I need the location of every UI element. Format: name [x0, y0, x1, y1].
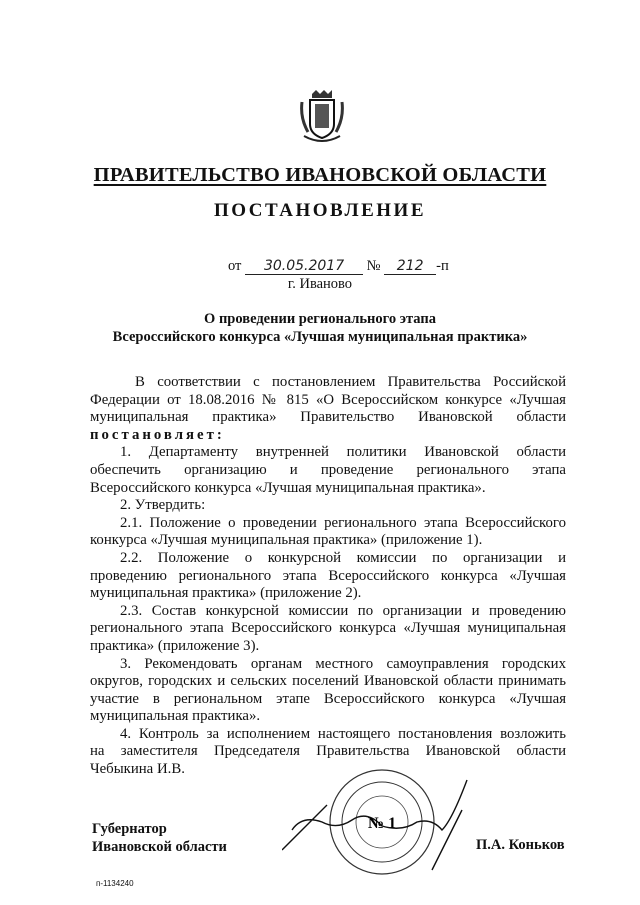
body-line: 2. Утвердить: [120, 497, 206, 514]
document-type: ПОСТАНОВЛЕНИЕ [213, 200, 427, 221]
document-number: 212 [384, 259, 436, 275]
body-line: 2.3. Состав конкурсной комиссии по организации и проведению [120, 602, 566, 619]
date-number-line [228, 258, 449, 275]
body-line: 1. Департаменту внутренней политики Ивановской области [120, 444, 566, 461]
body-line: Чебыкина И.В. [90, 761, 185, 778]
position-line-2: Ивановской области [92, 839, 227, 855]
date-prefix: от [228, 258, 242, 274]
body-line: муниципальная практика» (приложение 2). [90, 585, 362, 602]
body-line: муниципальная практика» Правительство Ивановской области [90, 409, 566, 426]
body-line: участие в региональном этапе Всероссийского конкурса «Лучшая [90, 690, 566, 707]
body-line: обеспечить организацию и проведение регионального этапа [90, 461, 566, 478]
number-prefix: № [366, 258, 381, 274]
position-line-1: Губернатор [92, 821, 167, 837]
body-line: практика» (приложение 3). [90, 637, 260, 654]
document-date: 30.05.2017 [245, 259, 363, 275]
number-suffix: -п [436, 258, 449, 274]
seal-stamp-and-signature [282, 760, 472, 880]
body-line: 2.2. Положение о конкурсной комиссии по организации и [120, 549, 566, 566]
organization-title: ПРАВИТЕЛЬСТВО ИВАНОВСКОЙ ОБЛАСТИ [93, 164, 547, 186]
city: г. Иваново [287, 276, 353, 292]
body-line: проведению регионального этапа Всероссийского конкурса «Лучшая [90, 567, 566, 584]
body-line: 3. Рекомендовать органам местного самоуправления городских [120, 655, 566, 672]
body-line: 4. Контроль за исполнением настоящего постановления возложить [120, 725, 566, 742]
document-subject [0, 310, 640, 346]
signatory-position [92, 820, 227, 856]
signatory-name: П.А. Коньков [476, 837, 565, 853]
body-line: округов, городских и сельских поселений Ивановской области принимать [90, 673, 566, 690]
subject-line-1: О проведении регионального этапа [204, 311, 436, 327]
body-line: В соответствии с постановлением Правительства Российской [135, 374, 566, 390]
body-line: постановляет: [90, 426, 225, 443]
body-line: 2.1. Положение о проведении регионального этапа Всероссийского [120, 514, 566, 531]
coat-of-arms-emblem [298, 88, 346, 146]
subject-line-2: Всероссийского конкурса «Лучшая муниципальная практика» [112, 329, 528, 345]
body-line: регионального этапа Всероссийского конкурса «Лучшая муниципальная [90, 620, 566, 637]
body-line: Федерации от 18.08.2016 № 815 «О Всероссийском конкурсе «Лучшая [90, 391, 566, 408]
body-line: конкурса «Лучшая муниципальная практика» (приложение 1). [90, 532, 483, 549]
stamp-number: № 1 [368, 815, 397, 832]
document-body [90, 374, 566, 779]
footer-code: п-1134240 [96, 879, 134, 888]
body-line: муниципальная практика». [90, 708, 261, 725]
body-line: Всероссийского конкурса «Лучшая муниципальная практика». [90, 479, 486, 496]
body-line: на заместителя Председателя Правительства Ивановской области [90, 743, 566, 760]
